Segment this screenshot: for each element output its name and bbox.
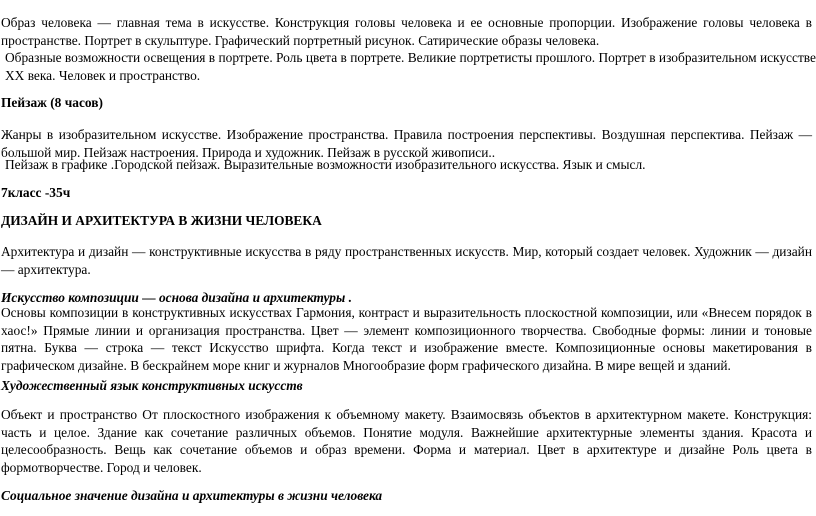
landscape-paragraph-2: Пейзаж в графике .Городской пейзаж. Выразительные возможности изобразительного искусства. Язык и смысл. [5, 157, 646, 172]
heading-grade: 7класс -35ч [1, 185, 71, 200]
heading-social-significance: Социальное значение дизайна и архитектуры в жизни человека [1, 488, 383, 503]
intro-paragraph-2: Образные возможности освещения в портрете. Роль цвета в портрете. Великие портретисты прошлого. Портрет в изобразительном искусстве XX века. Человек и пространство. [5, 50, 816, 83]
design-paragraph: Архитектура и дизайн — конструктивные искусства в ряду пространственных искусств. Мир, который создает человек. Художник — дизайн — архитектура. [1, 244, 812, 277]
intro-paragraph-1: Образ человека — главная тема в искусстве. Конструкция головы человека и ее основные пропорции. Изображение головы человека в пространстве. Портрет в скульптуре. Графический портретный рисунок. Сатирические образы человека. [1, 15, 812, 48]
composition-paragraph: Основы композиции в конструктивных искусствах Гармония, контраст и выразительность плоскостной композиции, или «Внесем порядок в хаос!» Прямые линии и организация пространства. Цвет — элемент композиционного творчества. Свободные формы: линии и тоновые пятна. Буква — строка — текст Искусство шрифта. Когда текст и изображение вместе. Композиционные основы макетирования в графическом дизайне. В бескрайнем море книг и журналов Многообразие форм графического дизайна. В мире вещей и зданий. [1, 305, 812, 373]
heading-landscape: Пейзаж (8 часов) [1, 95, 103, 110]
heading-art-language: Художественный язык конструктивных искусств [1, 378, 303, 393]
heading-composition: Искусство композиции — основа дизайна и архитектуры . [1, 290, 352, 305]
landscape-paragraph-1: Жанры в изобразительном искусстве. Изображение пространства. Правила построения перспективы. Воздушная перспектива. Пейзаж — большой мир. Пейзаж настроения. Природа и художник. Пейзаж в русской живописи.. [1, 127, 812, 160]
heading-design: ДИЗАЙН И АРХИТЕКТУРА В ЖИЗНИ ЧЕЛОВЕКА [1, 213, 322, 228]
art-language-paragraph: Объект и пространство От плоскостного изображения к объемному макету. Взаимосвязь объектов в архитектурном макете. Конструкция: часть и целое. Здание как сочетание различных объемов. Понятие модуля. Важнейшие архитектурные элементы здания. Красота и целесообразность. Вещь как сочетание объемов и образ времени. Форма и материал. Цвет в архитектуре и дизайне Роль цвета в формотворчестве. Город и человек. [1, 407, 812, 475]
